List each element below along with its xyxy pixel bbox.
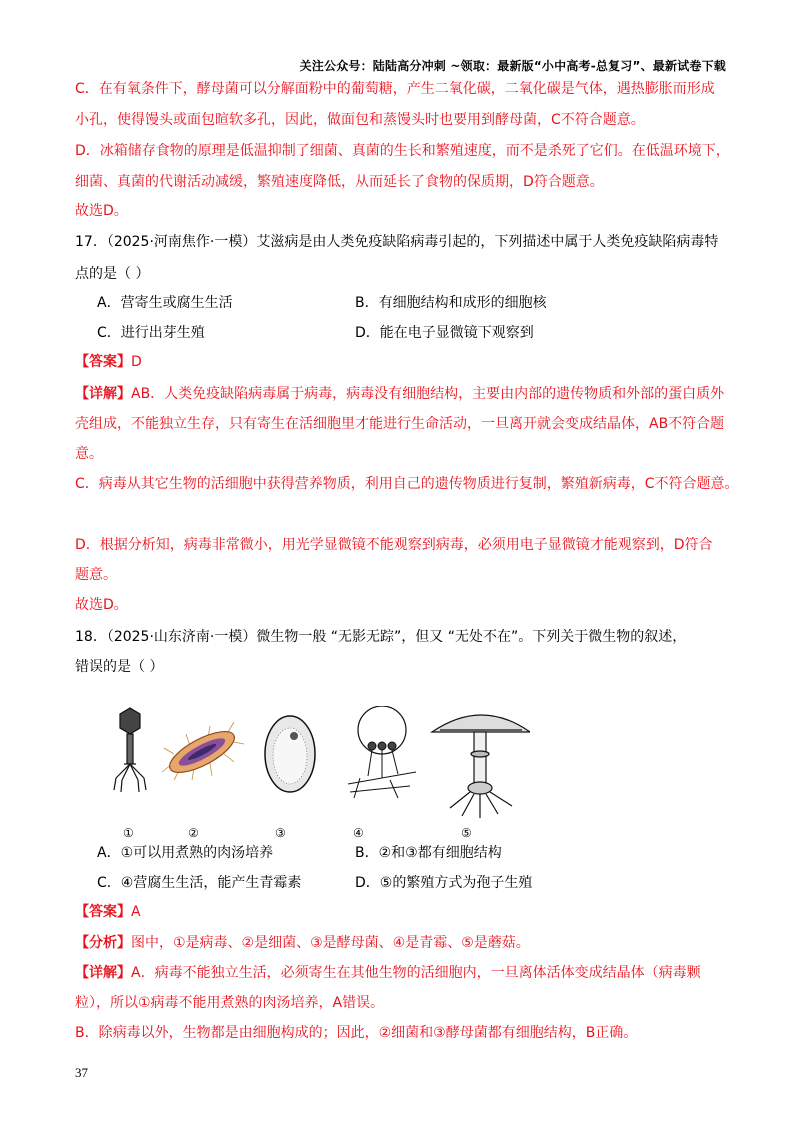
q18-stem-line1: 18．（2025·山东济南·一模）微生物一般 “无影无踪”，但又 “无处不在”。下列关于微生物的叙述， [75,629,687,645]
microorganism-figure [110,706,530,821]
page-header: 关注公众号：陆陆高分冲刺 ~领取：最新版“小中高考-总复习”、最新试卷下载 [299,59,726,73]
q17-option-a: A．营寄生或腐生生活 [97,295,233,311]
detail-text: AB．人类免疫缺陷病毒属于病毒，病毒没有细胞结构，主要由内部的遗传物质和外部的蛋白质外 [131,386,725,402]
explanation-c-line1: C．在有氧条件下，酵母菌可以分解面粉中的葡萄糖，产生二氧化碳，二氧化碳是气体，遇热膨胀而形成 [75,81,715,97]
q17-detail-line1 [75,384,724,404]
q18-option-c: C．④营腐生生活，能产生青霉素 [97,875,302,891]
q17-stem-line1: 17．（2025·河南焦作·一模）艾滋病是由人类免疫缺陷病毒引起的，下列描述中属于人类免疫缺陷病毒特 [75,234,719,250]
q18-analysis-line [75,933,530,953]
q18-detail-b: B．除病毒以外，生物都是由细胞构成的；因此，②细菌和③酵母菌都有细胞结构，B正确。 [75,1025,638,1041]
explanation-c-line2: 小孔，使得馒头或面包暄软多孔，因此，做面包和蒸馒头时也要用到酵母菌，C不符合题意。 [75,112,645,128]
q18-option-d: D．⑤的繁殖方式为孢子生殖 [355,875,533,891]
q17-option-c: C．进行出芽生殖 [97,325,205,341]
q17-choose: 故选D。 [75,597,128,613]
figure-label-3: ③ [275,826,286,840]
figure-label-5: ⑤ [461,826,472,840]
analysis-text: 图中，①是病毒、②是细菌、③是酵母菌、④是青霉、⑤是蘑菇。 [131,935,530,951]
q17-detail-c: C．病毒从其它生物的活细胞中获得营养物质，利用自己的遗传物质进行复制，繁殖新病毒，C不符合题意。 [75,476,739,492]
analysis-tag: 【分析】 [75,935,131,951]
q17-detail-line2: 壳组成，不能独立生存，只有寄生在活细胞里才能进行生命活动，一旦离开就会变成结晶体，AB不符合题 [75,416,725,432]
explanation-d-line2: 细菌、真菌的代谢活动减缓，繁殖速度降低，从而延长了食物的保质期，D符合题意。 [75,174,604,190]
detail-tag: 【详解】 [75,386,131,402]
virus-illustration [114,708,146,792]
q17-stem-line2: 点的是（ ） [75,266,150,282]
q17-detail-d-line2: 题意。 [75,567,117,583]
answer-tag: 【答案】 [75,904,131,920]
detail-text: A．病毒不能独立生活，必须寄生在其他生物的活细胞内，一旦离体活体变成结晶体（病毒颗 [131,965,701,981]
q17-detail-line3: 意。 [75,446,103,462]
q18-detail-line2: 粒），所以①病毒不能用煮熟的肉汤培养，A错误。 [75,995,385,1011]
q18-option-a: A．①可以用煮熟的肉汤培养 [97,845,274,861]
explanation-d-line1: D．冰箱储存食物的原理是低温抑制了细菌、真菌的生长和繁殖速度，而不是杀死了它们。在低温环境下， [75,143,730,159]
q18-stem-line2: 错误的是（ ） [75,659,164,675]
yeast-illustration [265,716,315,792]
q18-detail-line1 [75,963,701,983]
q17-option-b: B．有细胞结构和成形的细胞核 [355,295,547,311]
figure-label-2: ② [188,826,199,840]
detail-tag: 【详解】 [75,965,131,981]
penicillium-illustration [348,706,416,798]
answer-value: D [131,354,142,370]
q18-option-b: B．②和③都有细胞结构 [355,845,502,861]
figure-label-4: ④ [353,826,364,840]
q17-option-d: D．能在电子显微镜下观察到 [355,325,534,341]
page-number: 37 [75,1065,88,1080]
q17-answer-line [75,352,142,372]
choose-line: 故选D。 [75,203,128,219]
answer-tag: 【答案】 [75,354,131,370]
figure-label-1: ① [123,826,134,840]
answer-value: A [131,904,141,920]
mushroom-illustration [432,715,530,818]
q18-answer-line [75,902,141,922]
q17-detail-d-line1: D．根据分析知，病毒非常微小，用光学显微镜不能观察到病毒，必须用电子显微镜才能观察到，D符合 [75,537,713,553]
bacterium-illustration [162,722,244,780]
